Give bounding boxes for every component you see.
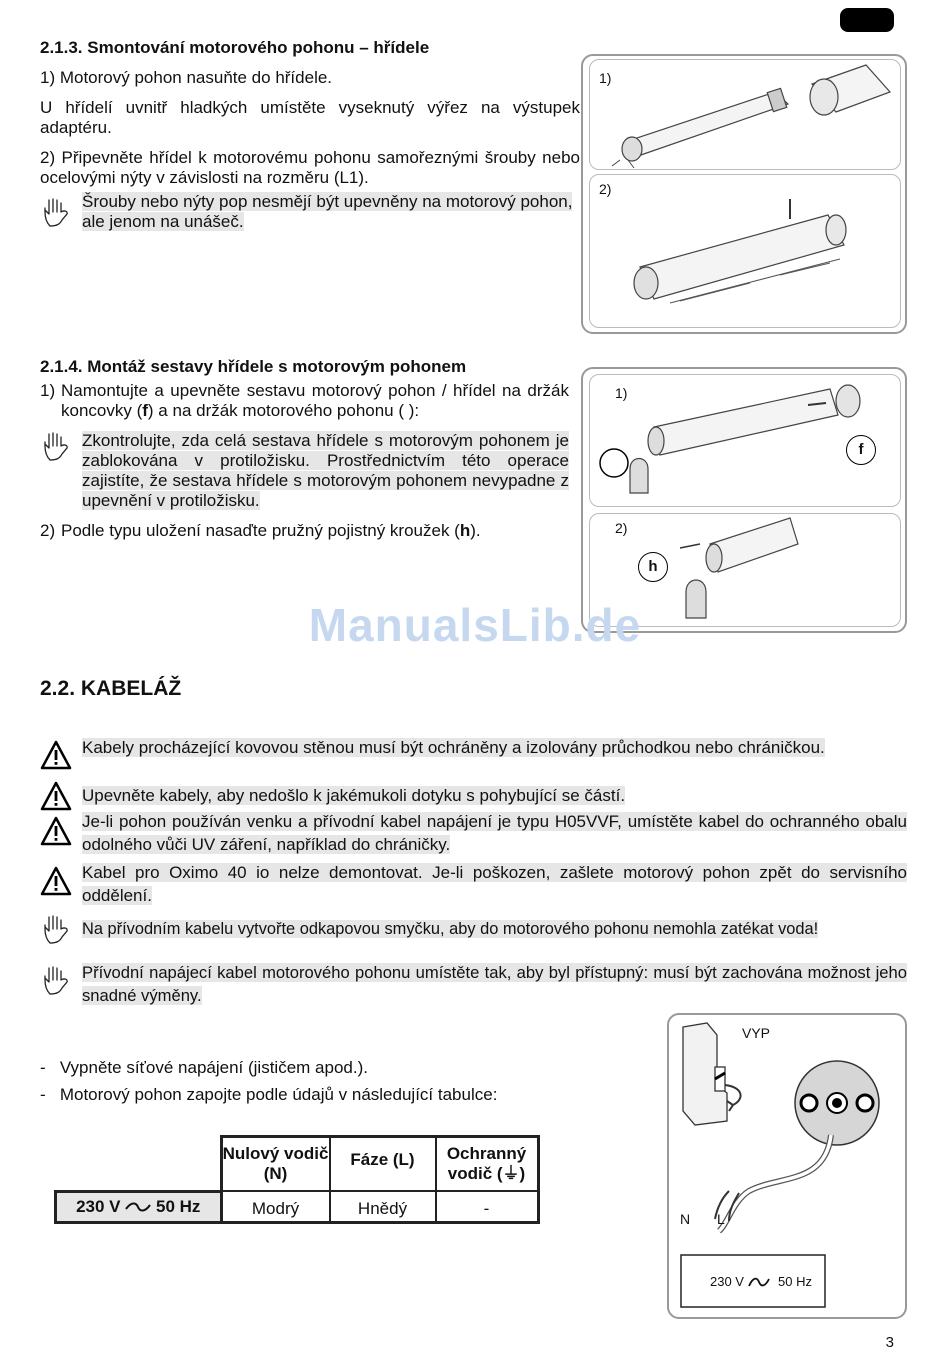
chapter-tab-badge (840, 8, 894, 32)
hand-note-icon (42, 196, 72, 233)
step-2-number: 2) (40, 521, 56, 540)
figure-label-2: 2) (615, 520, 628, 536)
note-cable-accessible: Přívodní napájecí kabel motorového pohonu umístěte tak, aby byl přístupný: musí být zachována možnost jeho snadné výměny. (82, 963, 907, 1005)
shaft-fixing-drawing (590, 175, 902, 329)
watermark: ManualsLib.de (308, 599, 642, 651)
cell-phase: Hnědý (330, 1191, 436, 1222)
supply-frequency-label: 50 Hz (778, 1274, 812, 1289)
ac-wave-icon (125, 1202, 151, 1212)
cell-protective: - (436, 1191, 539, 1222)
warning-icon (40, 781, 72, 816)
warning-moving-parts: Upevněte kabely, aby nedošlo k jakémukoli dotyku s pohybující se částí. (82, 786, 626, 805)
mount-assembly-text: Namontujte a upevněte sestavu motorový pohon / hřídel na držák koncovky (f) a na držák motorového pohonu ( ): (61, 381, 569, 420)
figure-motor-shaft-assembly (581, 54, 907, 334)
shaft-notch-text: U hřídelí uvnitř hladkých umístěte vyseknutý výřez na výstupek adaptéru. (40, 98, 580, 137)
section-heading-2-1-3: 2.1.3. Smontování motorového pohonu – hřídele (40, 38, 430, 57)
dash-1: - Vypněte síťové napájení (jističem apod.). (40, 1058, 368, 1077)
step-2-text: 2) Připevněte hřídel k motorovému pohonu samořeznými šrouby nebo ocelovými nýty v závislosti na rozměru (L1). (40, 148, 580, 187)
warning-cable-not-removable: Kabel pro Oximo 40 io nelze demontovat. Je-li poškozen, zašlete motorový pohon zpět do servisního oddělení. (82, 863, 907, 905)
header-protective: Ochranný vodič (⏚) (436, 1137, 539, 1192)
wiring-table (54, 1135, 540, 1224)
circlip-text: Podle typu uložení nasaďte pružný pojistný kroužek (h). (61, 521, 481, 540)
warning-metal-wall: Kabely procházející kovovou stěnou musí být ochráněny a izolovány průchodkou nebo chráničkou. (82, 738, 825, 757)
figure-bracket-mounting (581, 367, 907, 633)
dash-2: - Motorový pohon zapojte podle údajů v následující tabulce: (40, 1085, 498, 1104)
header-neutral: Nulový vodič (N) (221, 1137, 330, 1192)
row-label-230v: 230 V 50 Hz (56, 1191, 222, 1222)
hand-note-icon (42, 913, 72, 950)
wire-label-n: N (680, 1211, 691, 1227)
switch-off-label: VYP (742, 1025, 771, 1041)
figure-label-2: 2) (599, 181, 612, 197)
step-1-number: 1) (40, 381, 56, 400)
step-1-text: 1) Motorový pohon nasuňte do hřídele. (40, 68, 333, 87)
header-phase: Fáze (L) (330, 1137, 436, 1192)
section-heading-2-1-4: 2.1.4. Montáž sestavy hřídele s motorovým pohonem (40, 357, 467, 376)
motor-insert-drawing (590, 60, 902, 171)
hand-note-icon (42, 964, 72, 1001)
figure-panel-2 (589, 174, 901, 328)
cell-neutral: Modrý (221, 1191, 330, 1222)
supply-voltage-label: 230 V (710, 1274, 744, 1289)
note-drip-loop: Na přívodním kabelu vytvořte odkapovou smyčku, aby do motorového pohonu nemohla zatékat voda! (82, 920, 819, 938)
warning-icon (40, 816, 72, 851)
note-screws: Šrouby nebo nýty pop nesmějí být upevněny na motorový pohon, ale jenom na unášeč. (82, 192, 573, 231)
warning-uv-protection: Je-li pohon používán venku a přívodní kabel napájení je typu H05VVF, umístěte kabel do ochranného obalu odolného vůči UV záření, například do chráničky. (82, 812, 907, 854)
figure-label-1: 1) (599, 70, 612, 86)
callout-h: h (638, 552, 668, 582)
warning-icon (40, 866, 72, 901)
section-heading-2-2: 2.2. KABELÁŽ (40, 677, 182, 700)
figure-label-1: 1) (615, 385, 628, 401)
callout-f: f (846, 435, 876, 465)
page-number: 3 (885, 1334, 894, 1351)
figure-wiring (667, 1013, 907, 1319)
warning-icon (40, 740, 72, 775)
wiring-drawing (669, 1015, 905, 1317)
wire-label-l: L (717, 1211, 725, 1227)
hand-note-icon (42, 430, 72, 467)
figure-panel-1 (589, 59, 901, 170)
note-check-locked: Zkontrolujte, zda celá sestava hřídele s motorovým pohonem je zablokována v protiložisku. Prostřednictvím této operace zajistíte, že sestava hřídele s motorovým pohonem nevypadne z upevnění v protiložisku. (82, 431, 569, 510)
figure-panel-1 (589, 374, 901, 507)
